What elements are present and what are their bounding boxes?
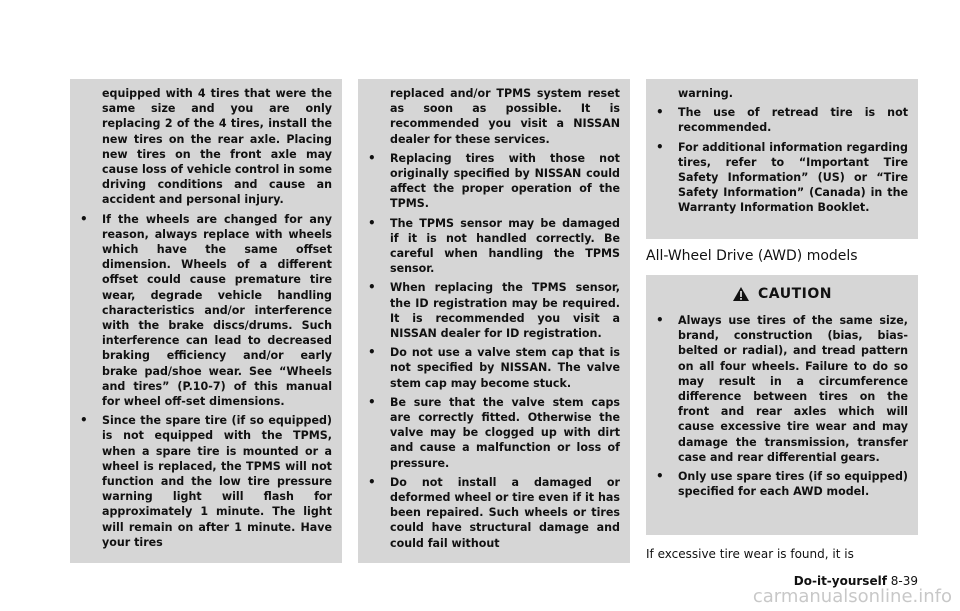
footer-page-number: 8-39: [890, 574, 918, 588]
column-1: [70, 79, 342, 563]
caution-label: CAUTION: [758, 286, 832, 302]
caution-header: [646, 275, 918, 313]
section-title: All-Wheel Drive (AWD) models: [646, 248, 858, 264]
bullet-item: • For additional information regarding tires, refer to “Important Tire Safety Information” (US) or “Tire Safety Information” (Canada) in the Warranty Information Booklet.: [656, 140, 908, 216]
column-3-top: [646, 79, 918, 239]
col1-list: [70, 79, 342, 550]
caution-list: [646, 313, 918, 499]
body-text: If excessive tire wear is found, it is: [646, 547, 854, 561]
col3-top-list: [656, 86, 908, 216]
column-2: [358, 79, 630, 563]
footer-section: Do-it-yourself: [793, 574, 887, 588]
col2-list: [358, 79, 630, 551]
bullet-item: • Replacing tires with those not originally specified by NISSAN could affect the proper operation of the TPMS.: [368, 151, 620, 212]
caution-box: [646, 275, 918, 535]
bullet-item: • The TPMS sensor may be damaged if it is not handled correctly. Be careful when handling the TPMS sensor.: [368, 216, 620, 277]
bullet-item: • Only use spare tires (if so equipped) specified for each AWD model.: [656, 469, 908, 499]
continued-text: warning.: [678, 87, 733, 100]
bullet-item: • Do not install a damaged or deformed wheel or tire even if it has been repaired. Such wheels or tires could have structural damage and could fail without: [368, 475, 620, 551]
warning-icon: [732, 286, 750, 302]
bullet-item: • If the wheels are changed for any reason, always replace with wheels which have the same offset dimension. Wheels of a different offset could cause premature tire wear, degrade vehicle handling characteristics and/or interference with the brake discs/drums. Such interference can lead to decreased braking efficiency and/or early brake pad/shoe wear. See “Wheels and tires” (P.10-7) of this manual for wheel off-set dimensions.: [80, 212, 332, 410]
bullet-item: • Do not use a valve stem cap that is not specified by NISSAN. The valve stem cap may become stuck.: [368, 345, 620, 391]
bullet-item: • Always use tires of the same size, brand, construction (bias, bias-belted or radial), and tread pattern on all four wheels. Failure to do so may result in a circumference difference between tires on the front and rear axles which will cause excessive tire wear and may damage the transmission, transfer case and rear differential gears.: [656, 313, 908, 465]
bullet-item: • Be sure that the valve stem caps are correctly fitted. Otherwise the valve may be clogged up with dirt and cause a malfunction or loss of pressure.: [368, 395, 620, 471]
continued-text: equipped with 4 tires that were the same size and you are only replacing 2 of the 4 tires, install the new tires on the rear axle. Placing new tires on the front axle may cause loss of vehicle control in some driving conditions and cause an accident and personal injury.: [102, 87, 333, 207]
bullet-item: • When replacing the TPMS sensor, the ID registration may be required. It is recommended you visit a NISSAN dealer for ID registration.: [368, 280, 620, 341]
bullet-item: • Since the spare tire (if so equipped) is not equipped with the TPMS, when a spare tire is mounted or a wheel is replaced, the TPMS will not function and the low tire pressure warning light will flash for approximately 1 minute. The light will remain on after 1 minute. Have your tires: [80, 413, 332, 550]
watermark: carmanualsonline.info: [752, 586, 952, 607]
continued-text: replaced and/or TPMS system reset as soon as possible. It is recommended you visit a NISSAN dealer for these services.: [390, 87, 620, 146]
bullet-item: • The use of retread tire is not recommended.: [656, 105, 908, 135]
